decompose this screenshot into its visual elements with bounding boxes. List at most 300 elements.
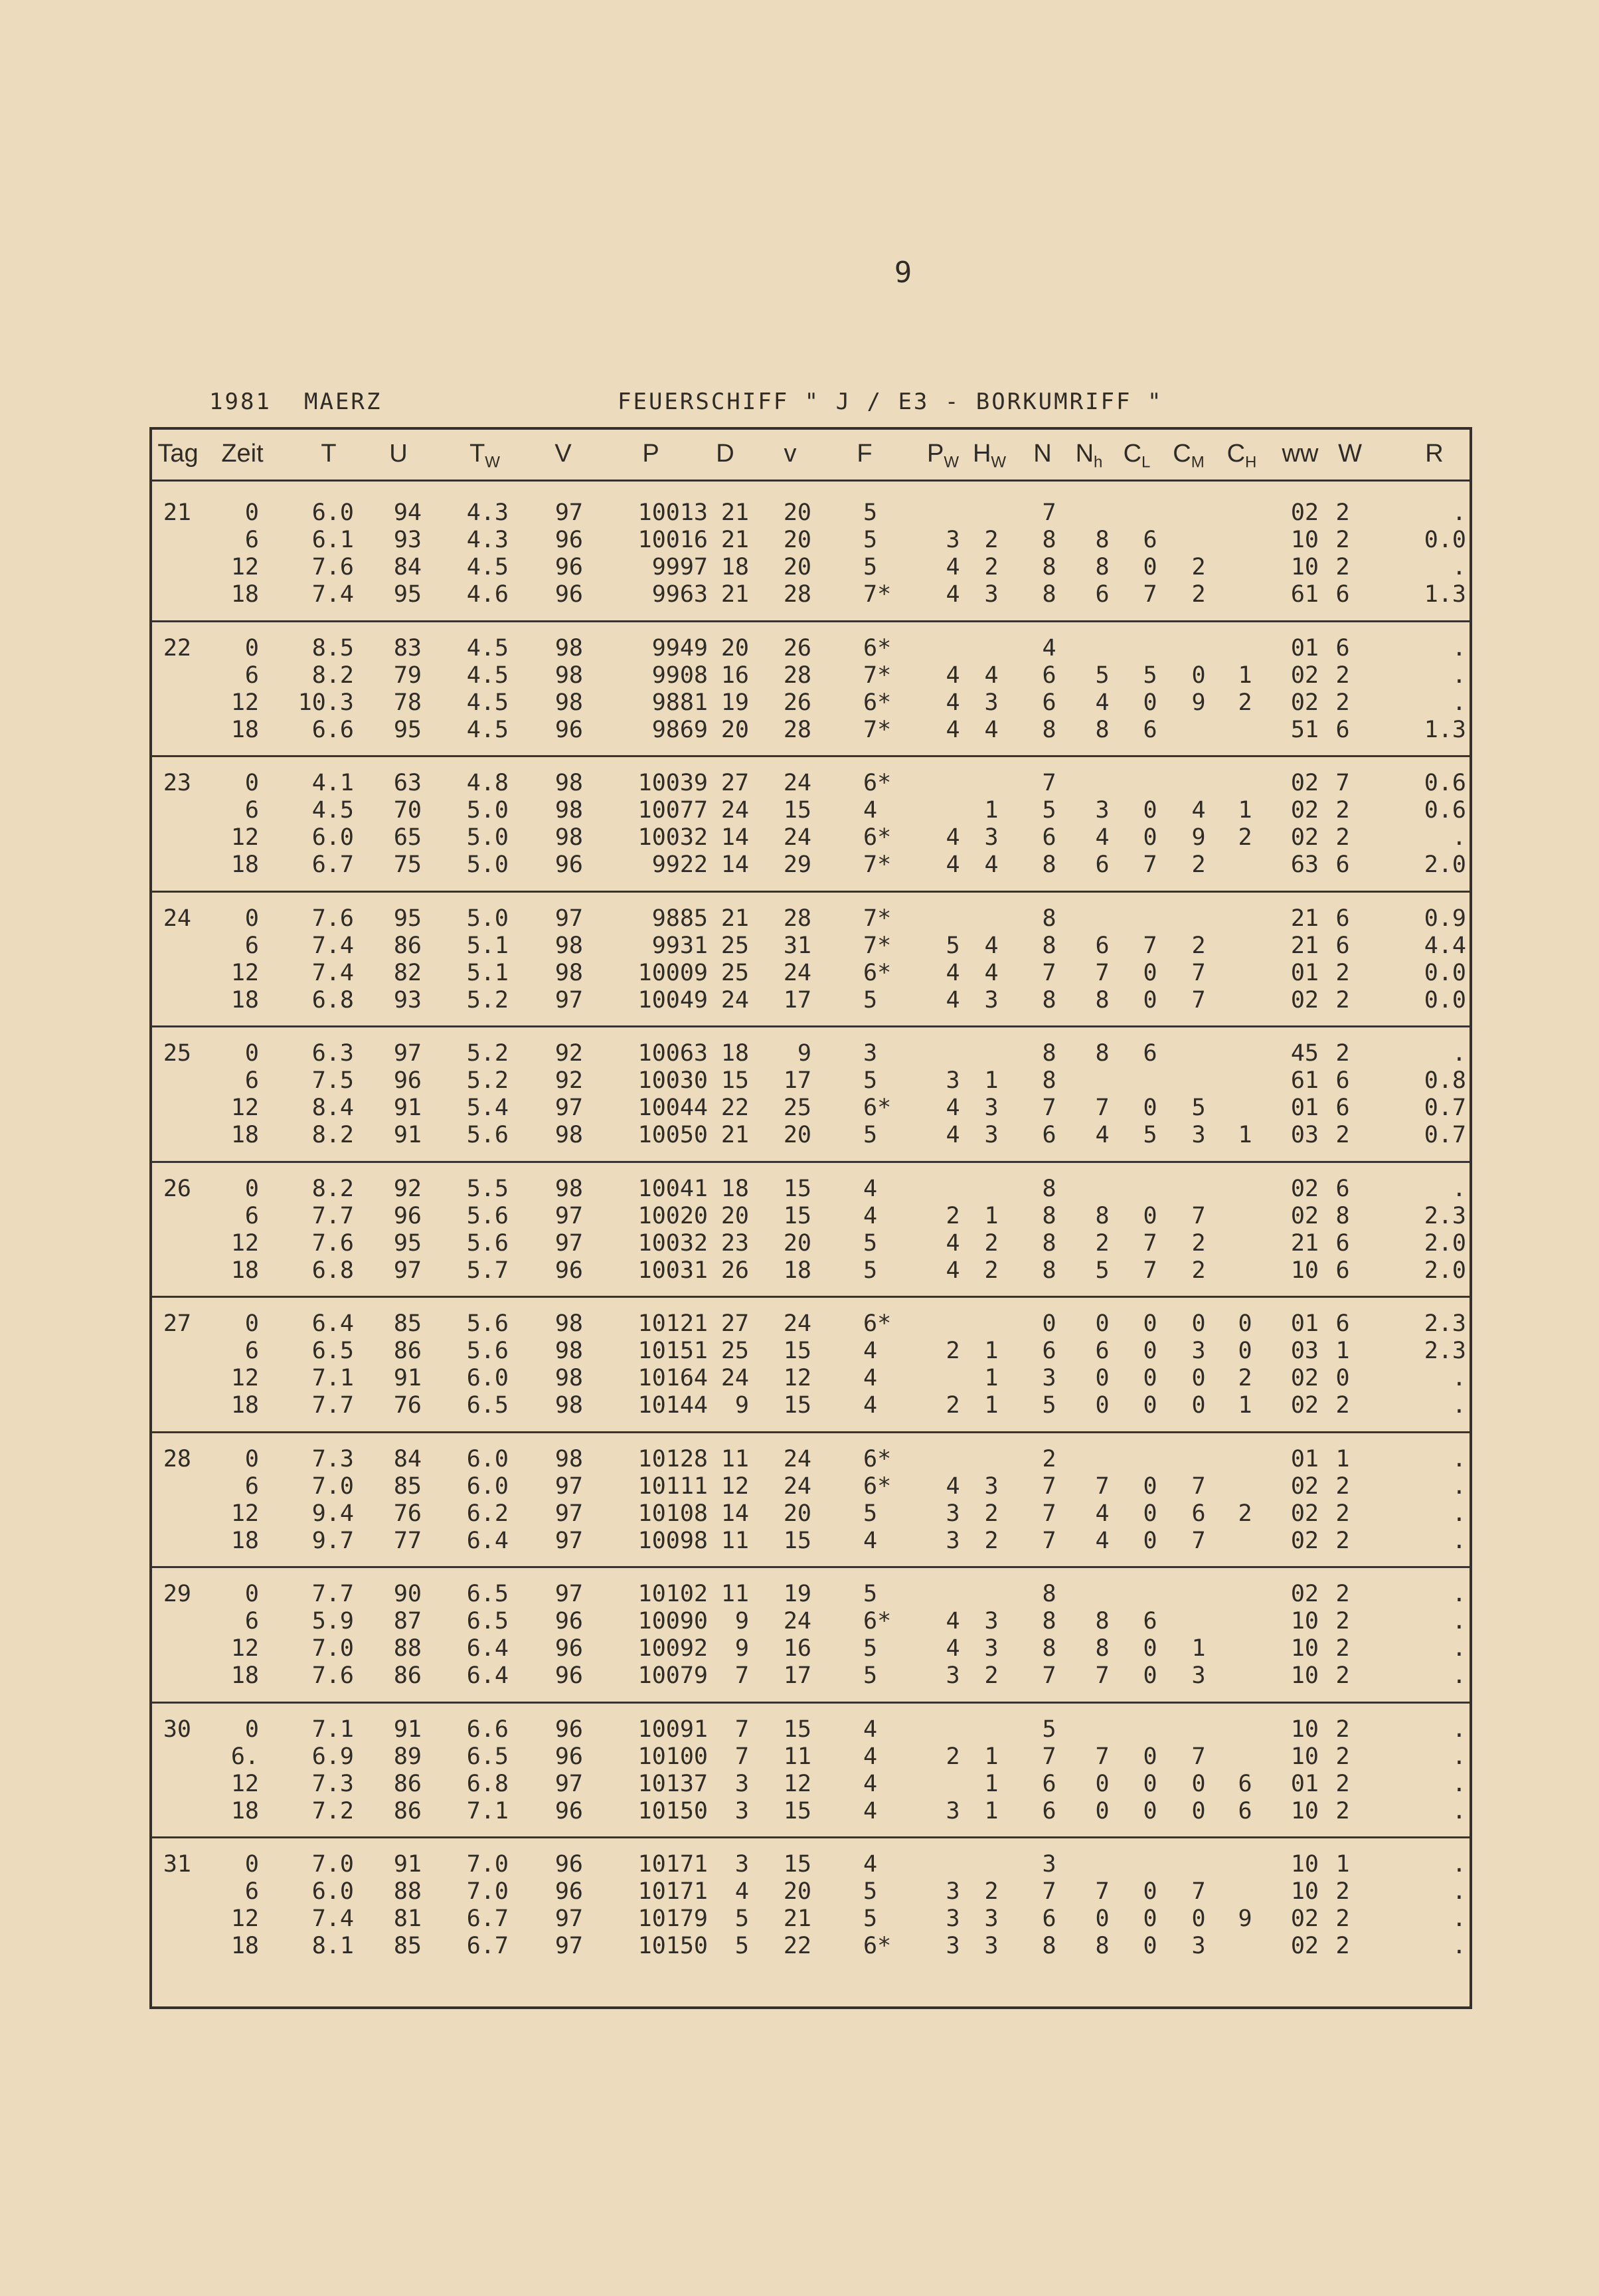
cell-w: 1	[1335, 1338, 1350, 1364]
cell-t: 5.9	[311, 1608, 354, 1634]
cell-t: 6.6	[311, 716, 354, 743]
cell-r: .	[1452, 499, 1466, 526]
cell-d: 14	[720, 851, 749, 878]
cell-r: 2.0	[1424, 1257, 1466, 1284]
cell-cm: 3	[1191, 1662, 1206, 1689]
cell-tw: 5.2	[466, 1040, 509, 1067]
cell-u: 82	[393, 959, 422, 986]
cell-w: 2	[1335, 1500, 1350, 1527]
cell-hw: 1	[984, 1338, 999, 1364]
cell-ww: 02	[1290, 824, 1319, 851]
cell-tw: 5.6	[466, 1338, 509, 1364]
cell-u: 63	[393, 770, 422, 796]
header-subscript: W	[944, 453, 959, 472]
cell-hw: 3	[984, 1635, 999, 1662]
day-separator	[152, 620, 1470, 622]
cell-ww: 02	[1290, 1365, 1319, 1391]
cell-w: 6	[1335, 581, 1350, 608]
cell-p: 10041	[637, 1175, 708, 1202]
cell-t: 7.4	[311, 959, 354, 986]
cell-nh: 4	[1095, 1527, 1110, 1554]
cell-ww: 02	[1290, 1392, 1319, 1419]
cell-nh: 6	[1095, 932, 1110, 959]
cell-f: 4	[863, 1770, 878, 1797]
cell-d: 11	[720, 1527, 749, 1554]
cell-tw: 7.1	[466, 1797, 509, 1824]
cell-f: 5	[863, 499, 878, 526]
header-tag	[141, 440, 214, 473]
cell-w: 6	[1335, 1095, 1350, 1121]
cell-pw: 4	[946, 1122, 960, 1148]
cell-w: 2	[1335, 1040, 1350, 1067]
cell-hw: 3	[984, 1905, 999, 1932]
cell-cl: 6	[1143, 527, 1157, 553]
cell-r: .	[1452, 1851, 1466, 1878]
cell-ww: 10	[1290, 1851, 1319, 1878]
cell-cl: 0	[1143, 1933, 1157, 1959]
header-label: H	[972, 440, 991, 468]
year: 1981	[209, 389, 272, 415]
cell-t: 6.9	[311, 1743, 354, 1770]
cell-pw: 4	[946, 1472, 960, 1500]
cell-nh: 4	[1095, 1122, 1110, 1148]
cell-cl: 0	[1143, 1392, 1157, 1419]
cell-f: 7*	[863, 581, 892, 608]
cell-nh: 2	[1095, 1229, 1110, 1257]
cell-v: 97	[554, 1500, 583, 1527]
cell-w: 2	[1335, 554, 1350, 580]
cell-tw: 4.8	[466, 770, 509, 796]
cell-n: 7	[1042, 770, 1056, 796]
cell-p: 10150	[637, 1797, 708, 1824]
cell-d: 20	[720, 634, 749, 662]
cell-cm: 7	[1191, 1743, 1206, 1770]
cell-t: 9.4	[311, 1500, 354, 1527]
cell-t: 7.1	[311, 1716, 354, 1743]
cell-cm: 7	[1191, 1878, 1206, 1905]
cell-f: 4	[863, 1202, 878, 1229]
cell-hw: 1	[984, 797, 999, 824]
cell-n: 5	[1042, 1392, 1056, 1419]
cell-tw: 6.2	[466, 1500, 509, 1527]
cell-zeit: 0	[244, 905, 259, 932]
cell-vv: 28	[783, 662, 811, 689]
cell-pw: 3	[946, 527, 960, 553]
header-subscript: H	[1245, 453, 1257, 472]
header-subscript: h	[1094, 453, 1103, 472]
cell-vv: 15	[783, 1175, 811, 1202]
cell-r: .	[1452, 1905, 1466, 1932]
cell-u: 86	[393, 1338, 422, 1364]
cell-p: 10102	[637, 1581, 708, 1607]
day-label: 27	[163, 1310, 191, 1337]
cell-w: 2	[1335, 1581, 1350, 1607]
cell-n: 8	[1042, 581, 1056, 608]
cell-ww: 01	[1290, 1770, 1319, 1797]
cell-n: 8	[1042, 932, 1056, 959]
cell-n: 7	[1042, 1500, 1056, 1527]
cell-u: 76	[393, 1500, 422, 1527]
cell-p: 10016	[637, 527, 708, 553]
cell-vv: 20	[783, 554, 811, 580]
cell-v: 92	[554, 1040, 583, 1067]
cell-hw: 2	[984, 1527, 999, 1554]
cell-nh: 7	[1095, 1662, 1110, 1689]
cell-zeit: 12	[230, 1635, 259, 1662]
cell-zeit: 0	[244, 634, 259, 662]
cell-ch: 2	[1238, 824, 1252, 851]
cell-vv: 26	[783, 689, 811, 716]
cell-nh: 6	[1095, 1338, 1110, 1364]
cell-n: 6	[1042, 1797, 1056, 1824]
cell-nh: 8	[1095, 1933, 1110, 1959]
cell-cm: 0	[1191, 1770, 1206, 1797]
cell-zeit: 12	[230, 959, 259, 986]
cell-tw: 4.6	[466, 581, 509, 608]
cell-d: 24	[720, 986, 749, 1014]
cell-f: 7*	[863, 932, 892, 959]
cell-cm: 3	[1191, 1338, 1206, 1364]
cell-u: 90	[393, 1581, 422, 1607]
cell-tw: 6.4	[466, 1662, 509, 1689]
cell-cm: 0	[1191, 1392, 1206, 1419]
header-p	[614, 440, 687, 473]
cell-d: 22	[720, 1095, 749, 1121]
cell-zeit: 18	[230, 716, 259, 743]
cell-p: 10137	[637, 1770, 708, 1797]
cell-n: 7	[1042, 1472, 1056, 1500]
cell-t: 7.6	[311, 554, 354, 580]
cell-d: 24	[720, 797, 749, 824]
header-label: W	[1338, 440, 1362, 468]
cell-ww: 02	[1290, 797, 1319, 824]
cell-vv: 22	[783, 1933, 811, 1959]
cell-vv: 28	[783, 905, 811, 932]
cell-tw: 5.6	[466, 1122, 509, 1148]
cell-pw: 3	[946, 1878, 960, 1905]
cell-t: 7.6	[311, 905, 354, 932]
cell-p: 10050	[637, 1122, 708, 1148]
cell-vv: 24	[783, 824, 811, 851]
cell-d: 5	[734, 1933, 749, 1959]
cell-hw: 4	[984, 716, 999, 743]
cell-p: 10063	[637, 1040, 708, 1067]
cell-d: 18	[720, 1040, 749, 1067]
cell-cm: 7	[1191, 986, 1206, 1014]
cell-n: 6	[1042, 1338, 1056, 1364]
cell-vv: 24	[783, 959, 811, 986]
header-subscript: W	[991, 453, 1007, 472]
header-label: C	[1226, 440, 1246, 468]
cell-f: 5	[863, 554, 878, 580]
cell-u: 89	[393, 1743, 422, 1770]
cell-n: 6	[1042, 1770, 1056, 1797]
cell-nh: 8	[1095, 1635, 1110, 1662]
cell-tw: 6.0	[466, 1445, 509, 1472]
cell-pw: 3	[946, 1067, 960, 1094]
cell-cl: 7	[1143, 851, 1157, 878]
cell-zeit: 6	[244, 797, 259, 824]
cell-d: 24	[720, 1365, 749, 1391]
cell-f: 6*	[863, 1310, 892, 1337]
cell-vv: 15	[783, 1338, 811, 1364]
cell-r: .	[1452, 1365, 1466, 1391]
day-label: 28	[163, 1445, 191, 1472]
cell-ww: 02	[1290, 689, 1319, 716]
cell-d: 18	[720, 554, 749, 580]
cell-ch: 0	[1238, 1310, 1252, 1337]
cell-u: 85	[393, 1310, 422, 1337]
cell-zeit: 6	[244, 662, 259, 689]
cell-zeit: 12	[230, 824, 259, 851]
header-zeit	[206, 440, 279, 473]
cell-ww: 10	[1290, 1608, 1319, 1634]
day-label: 21	[163, 499, 191, 526]
cell-cm: 9	[1191, 824, 1206, 851]
day-label: 26	[163, 1175, 191, 1202]
cell-f: 4	[863, 797, 878, 824]
cell-f: 7*	[863, 905, 892, 932]
cell-zeit: 12	[230, 1905, 259, 1932]
cell-p: 9931	[651, 932, 708, 959]
cell-r: .	[1452, 1716, 1466, 1743]
cell-u: 84	[393, 554, 422, 580]
cell-d: 9	[734, 1635, 749, 1662]
cell-pw: 2	[946, 1392, 960, 1419]
cell-p: 10100	[637, 1743, 708, 1770]
cell-u: 93	[393, 527, 422, 553]
cell-u: 93	[393, 986, 422, 1014]
cell-v: 96	[554, 1878, 583, 1905]
cell-f: 5	[863, 986, 878, 1014]
cell-f: 4	[863, 1392, 878, 1419]
cell-v: 97	[554, 1229, 583, 1257]
cell-d: 23	[720, 1229, 749, 1257]
day-separator	[152, 1161, 1470, 1163]
cell-nh: 0	[1095, 1797, 1110, 1824]
cell-zeit: 18	[230, 986, 259, 1014]
cell-f: 4	[863, 1338, 878, 1364]
cell-vv: 31	[783, 932, 811, 959]
cell-r: .	[1452, 1040, 1466, 1067]
day-label: 29	[163, 1581, 191, 1607]
cell-d: 21	[720, 581, 749, 608]
cell-u: 96	[393, 1202, 422, 1229]
cell-t: 6.7	[311, 851, 354, 878]
cell-v: 98	[554, 797, 583, 824]
cell-w: 7	[1335, 770, 1350, 796]
cell-vv: 11	[783, 1743, 811, 1770]
cell-cl: 0	[1143, 1338, 1157, 1364]
cell-f: 5	[863, 1229, 878, 1257]
cell-v: 98	[554, 662, 583, 689]
cell-n: 8	[1042, 554, 1056, 580]
cell-zeit: 0	[244, 1175, 259, 1202]
cell-vv: 18	[783, 1257, 811, 1284]
cell-cl: 0	[1143, 1770, 1157, 1797]
cell-u: 75	[393, 851, 422, 878]
cell-hw: 2	[984, 1500, 999, 1527]
cell-ww: 03	[1290, 1338, 1319, 1364]
cell-cl: 7	[1143, 1229, 1157, 1257]
day-separator	[152, 1431, 1470, 1433]
cell-cl: 5	[1143, 1122, 1157, 1148]
cell-v: 97	[554, 1527, 583, 1554]
header-label: N	[1033, 440, 1052, 468]
cell-n: 7	[1042, 1662, 1056, 1689]
cell-u: 95	[393, 905, 422, 932]
cell-nh: 6	[1095, 851, 1110, 878]
cell-cl: 0	[1143, 1635, 1157, 1662]
cell-pw: 2	[946, 1338, 960, 1364]
cell-f: 7*	[863, 851, 892, 878]
cell-d: 11	[720, 1581, 749, 1607]
month: MAERZ	[304, 389, 382, 415]
header-tw	[448, 440, 521, 473]
cell-u: 85	[393, 1933, 422, 1959]
cell-f: 7*	[863, 716, 892, 743]
cell-zeit: 12	[230, 1229, 259, 1257]
cell-d: 20	[720, 1202, 749, 1229]
cell-n: 5	[1042, 1716, 1056, 1743]
cell-w: 2	[1335, 1122, 1350, 1148]
cell-cm: 2	[1191, 581, 1206, 608]
cell-w: 2	[1335, 1472, 1350, 1500]
cell-t: 7.3	[311, 1770, 354, 1797]
cell-u: 85	[393, 1472, 422, 1500]
cell-p: 10032	[637, 1229, 708, 1257]
cell-ww: 10	[1290, 554, 1319, 580]
cell-tw: 5.0	[466, 824, 509, 851]
cell-t: 7.4	[311, 581, 354, 608]
cell-f: 5	[863, 1635, 878, 1662]
cell-v: 96	[554, 1662, 583, 1689]
header-label: N	[1075, 440, 1094, 468]
cell-d: 15	[720, 1067, 749, 1094]
cell-ww: 02	[1290, 1581, 1319, 1607]
cell-pw: 4	[946, 1608, 960, 1634]
cell-w: 6	[1335, 932, 1350, 959]
cell-zeit: 12	[230, 689, 259, 716]
cell-pw: 4	[946, 689, 960, 716]
cell-vv: 15	[783, 1527, 811, 1554]
cell-u: 91	[393, 1851, 422, 1878]
cell-u: 86	[393, 1797, 422, 1824]
cell-cm: 2	[1191, 1229, 1206, 1257]
cell-u: 97	[393, 1040, 422, 1067]
cell-t: 7.7	[311, 1581, 354, 1607]
cell-p: 9869	[651, 716, 708, 743]
cell-cm: 2	[1191, 554, 1206, 580]
cell-zeit: 12	[230, 1095, 259, 1121]
cell-t: 8.2	[311, 1122, 354, 1148]
cell-u: 87	[393, 1608, 422, 1634]
cell-v: 96	[554, 554, 583, 580]
cell-r: 2.3	[1424, 1202, 1466, 1229]
cell-nh: 8	[1095, 716, 1110, 743]
cell-f: 5	[863, 1257, 878, 1284]
cell-f: 5	[863, 1905, 878, 1932]
cell-ww: 03	[1290, 1122, 1319, 1148]
cell-n: 8	[1042, 527, 1056, 553]
cell-cl: 5	[1143, 662, 1157, 689]
cell-r: .	[1452, 1608, 1466, 1634]
cell-pw: 4	[946, 986, 960, 1014]
cell-cm: 3	[1191, 1933, 1206, 1959]
cell-w: 2	[1335, 1933, 1350, 1959]
cell-vv: 26	[783, 634, 811, 662]
cell-d: 21	[720, 1122, 749, 1148]
cell-p: 9881	[651, 689, 708, 716]
cell-v: 98	[554, 1122, 583, 1148]
cell-u: 83	[393, 634, 422, 662]
cell-vv: 20	[783, 1122, 811, 1148]
cell-t: 8.4	[311, 1095, 354, 1121]
cell-w: 6	[1335, 905, 1350, 932]
cell-n: 8	[1042, 851, 1056, 878]
cell-ww: 02	[1290, 1472, 1319, 1500]
day-label: 23	[163, 770, 191, 796]
cell-v: 98	[554, 1338, 583, 1364]
day-label: 30	[163, 1716, 191, 1743]
cell-pw: 3	[946, 1662, 960, 1689]
day-label: 31	[163, 1851, 191, 1878]
cell-hw: 1	[984, 1797, 999, 1824]
cell-w: 6	[1335, 1310, 1350, 1337]
ship-title: FEUERSCHIFF " J / E3 - BORKUMRIFF "	[618, 389, 1163, 415]
cell-vv: 24	[783, 1608, 811, 1634]
cell-vv: 9	[797, 1040, 811, 1067]
cell-r: 2.0	[1424, 851, 1466, 878]
cell-d: 25	[720, 959, 749, 986]
cell-p: 10049	[637, 986, 708, 1014]
cell-w: 2	[1335, 1635, 1350, 1662]
cell-n: 7	[1042, 1743, 1056, 1770]
cell-cl: 0	[1143, 1202, 1157, 1229]
cell-hw: 4	[984, 662, 999, 689]
cell-tw: 5.6	[466, 1310, 509, 1337]
cell-zeit: 18	[230, 1797, 259, 1824]
cell-d: 19	[720, 689, 749, 716]
day-separator	[152, 1296, 1470, 1298]
cell-cl: 0	[1143, 986, 1157, 1014]
cell-p: 9963	[651, 581, 708, 608]
cell-r: .	[1452, 634, 1466, 662]
cell-hw: 1	[984, 1743, 999, 1770]
cell-r: .	[1452, 1933, 1466, 1959]
cell-hw: 3	[984, 986, 999, 1014]
cell-v: 96	[554, 1851, 583, 1878]
cell-p: 10077	[637, 797, 708, 824]
cell-cm: 7	[1191, 1472, 1206, 1500]
cell-v: 97	[554, 1202, 583, 1229]
cell-f: 6*	[863, 634, 892, 662]
cell-r: .	[1452, 554, 1466, 580]
cell-u: 91	[393, 1095, 422, 1121]
cell-w: 2	[1335, 959, 1350, 986]
cell-vv: 29	[783, 851, 811, 878]
cell-hw: 2	[984, 1662, 999, 1689]
cell-n: 6	[1042, 662, 1056, 689]
cell-w: 2	[1335, 527, 1350, 553]
cell-pw: 4	[946, 851, 960, 878]
cell-tw: 4.5	[466, 662, 509, 689]
cell-ww: 61	[1290, 581, 1319, 608]
cell-p: 10092	[637, 1635, 708, 1662]
cell-n: 8	[1042, 1257, 1056, 1284]
cell-vv: 12	[783, 1770, 811, 1797]
cell-vv: 15	[783, 797, 811, 824]
